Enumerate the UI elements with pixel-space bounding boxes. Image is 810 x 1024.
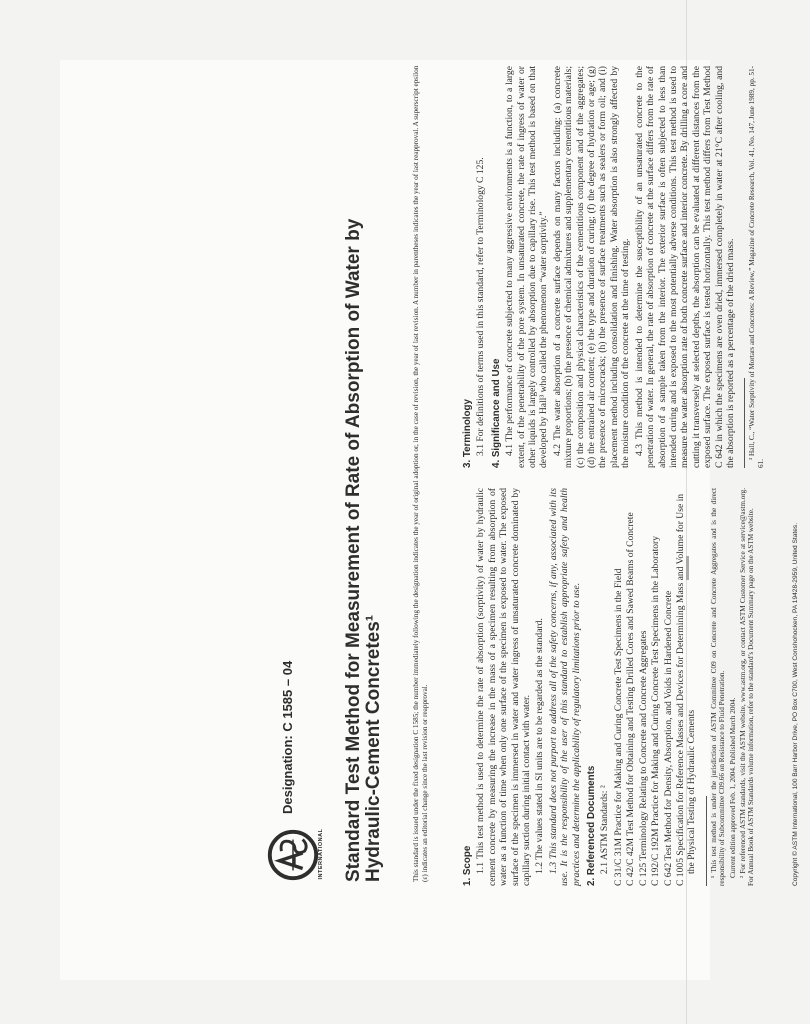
- copyright-line: Copyright © ASTM International, 100 Barr Harbor Drive, PO Box C700, West Conshohocken, PA 19428-2959, United States.: [792, 522, 799, 886]
- right-column: [458, 66, 767, 468]
- paragraph-3-1: 3.1 For definitions of terms used in this standard, refer to Terminology C 125.: [475, 157, 487, 456]
- footnote-rule: [744, 378, 745, 468]
- designation: Designation: C 1585 – 04: [280, 660, 295, 814]
- paragraph-2-1: 2.1 ASTM Standards: ²: [599, 785, 611, 874]
- page-title: Standard Test Method for Measurement of Rate of Absorption of Water by Hydraulic-Cement Concretes¹: [343, 218, 384, 882]
- paragraph-1-1: 1.1 This test method is used to determine the rate of absorption (sorptivity) of water by hydraulic cement concrete by measuring the increase in the mass of a specimen resulting from absorption of water as a function of time when only one surface of the specimen is exposed to water. The exposed surface of the specimen is immersed in water and water ingress of unsaturated concrete dominated by capillary suction during initial contact with water.: [475, 488, 533, 886]
- reference-item: C 125 Terminology Relating to Concrete and Concrete Aggregates: [637, 630, 649, 886]
- section-heading-significance: 4. Significance and Use: [490, 358, 502, 468]
- section-heading-terminology: 3. Terminology: [462, 399, 473, 468]
- left-column: [458, 488, 758, 886]
- footnote-rule: [706, 796, 707, 886]
- rotated-page-content: [262, 50, 810, 890]
- title-block: [344, 50, 444, 890]
- section-heading-scope: 1. Scope: [462, 845, 473, 886]
- logo-caption: INTERNATIONAL: [318, 828, 324, 880]
- reference-item: C 642 Test Method for Density, Absorption, and Voids in Hardened Concrete: [662, 590, 674, 886]
- paragraph-4-2: 4.2 The water absorption of a concrete surface depends on many factors including: (a) concrete mixture proportions; (b) the presence of chemical admixtures and supplementary cementitious materials; (c) the composition and physical characteristics of the cementitious component and of the aggregates; (d) the entrained air content; (e) the type and duration of curing; (f) the degree of hydration or age; (g) the presence of microcracks; (h) the presence of surface treatments such as sealers or form oil; and (i) placement method including consolidation and finishing. Water absorption is also strongly affected by the moisture condition of the concrete at the time of testing.: [551, 65, 632, 468]
- standard-note: This standard is issued under the fixed designation C 1585; the number immediately following the designation indicates the year of original adoption or, in the case of revision, the year of last revision. A number in parentheses indicates the year of last reapproval. A superscript epsilon (ε) indicates an editorial change since the last revision or reapproval.: [412, 65, 429, 882]
- paragraph-1-2: 1.2 The values stated in SI units are to be regarded as the standard.: [534, 618, 546, 874]
- reference-item: C 42/C 42M Test Method for Obtaining and Testing Drilled Cores and Sawed Beams of Concrete: [625, 512, 637, 886]
- astm-logo-icon: [264, 826, 322, 884]
- page-header: [262, 50, 338, 890]
- reference-item: C 1005 Specification for Reference Masses and Devices for Determining Mass and Volume for Use in the Physical Testing of Hydraulic Cements: [674, 493, 698, 886]
- reference-item: C 31/C 31M Practice for Making and Curing Concrete Test Specimens in the Field: [612, 568, 624, 886]
- section-heading-referenced-documents: 2. Referenced Documents: [586, 765, 598, 886]
- footnote-1: ¹ This test method is under the jurisdiction of ASTM Committee C09 on Concrete and Concrete Aggregates and is the direct responsibility of Subcommittee C09.66 on Resistance to Fluid Penetration.: [709, 488, 727, 886]
- footnote-2: ² For referenced ASTM standards, visit the ASTM website, www.astm.org, or contact ASTM Customer Service at service@astm.org. For Annual Book of ASTM Standards volume information, refer to the standard’s Document Summary page on the ASTM website.: [738, 488, 756, 886]
- footnote-edition: Current edition approved Feb. 1, 2004. Published March 2004.: [728, 697, 737, 878]
- paragraph-4-1: 4.1 The performance of concrete subjected to many aggressive environments is a function, to a large extent, of the penetrability of the pore system. In unsaturated concrete, the rate of ingress of water or other liquids is largely controlled by absorption due to capillary rise. This test method is based on that developed by Hall³ who called the phenomenon “water sorptivity.”: [504, 66, 550, 468]
- paragraph-4-3: 4.3 This method is intended to determine the susceptibility of an unsaturated concrete to the penetration of water. In general, the rate of absorption of concrete at the surface differs from the rate of absorption of a sample taken from the interior. The exterior surface is often subjected to less than intended curing and is exposed to the most potentially adverse conditions. This test method is used to measure the water absorption rate of both concrete surface and interior concrete. By drilling a core and cutting it transversely at selected depths, the absorption can be evaluated at different distances from the exposed surface. The exposed surface is tested horizontally. This test method differs from Test Method C 642 in which the specimens are oven dried, immersed completely in water at 21°C after cooling, and the absorption is reported as a percentage of the dried mass.: [633, 66, 736, 468]
- paragraph-1-3: 1.3 This standard does not purport to address all of the safety concerns, if any, associated with its use. It is the responsibility of the user of this standard to establish appropriate safety and health practices and determine the applicability of regulatory limitations prior to use.: [547, 488, 582, 886]
- footnote-3: ³ Hall, C., “Water Sorptivity of Mortars and Concretes: A Review,” Magazine of Concrete Research, Vol. 41, No. 147, June 1989, pp. 51-61.: [748, 66, 765, 468]
- reference-item: C 192/C 192M Practice for Making and Curing Concrete Test Specimens in the Laboratory: [650, 535, 662, 886]
- scan-mark: [686, 556, 689, 580]
